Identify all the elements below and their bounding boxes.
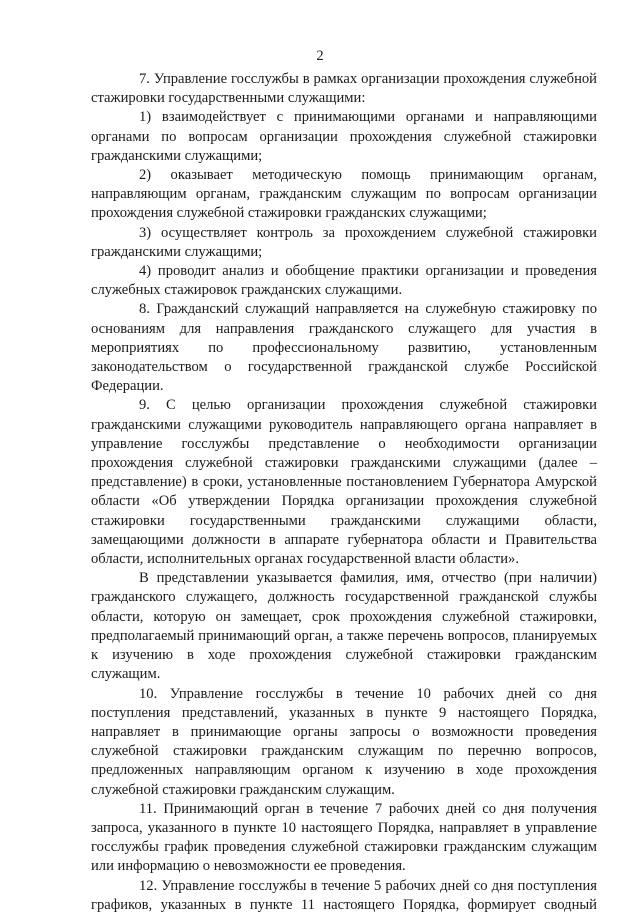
paragraph-7-4: 4) проводит анализ и обобщение практики организации и проведения служебных стажировок гражданских служащими. [91, 263, 597, 299]
paragraph-11: 11. Принимающий орган в течение 7 рабочих дней со дня получения запроса, указанного в пункте 10 настоящего Порядка, направляет в управление госслужбы график проведения служебной стажировки гражданским служащим или информацию о невозможности ее проведения. [91, 800, 597, 875]
paragraph-7-1: 1) взаимодействует с принимающими органами и направляющими органами по вопросам организации прохождения служебной стажировки гражданскими служащими; [91, 109, 597, 164]
paragraph-7-3: 3) осуществляет контроль за прохождением служебной стажировки гражданскими служащими; [91, 224, 597, 260]
document-body [91, 70, 597, 915]
paragraph-8: 8. Гражданский служащий направляется на служебную стажировку по основаниям для направления гражданского служащего для участия в мероприятиях по профессиональному развитию, установленным законодательством о государственной гражданской службе Российской Федерации. [91, 301, 597, 395]
paragraph-7-2: 2) оказывает методическую помощь принимающим органам, направляющим органам, гражданским служащим по вопросам организации прохождения служебной стажировки гражданских служащими; [91, 167, 597, 222]
paragraph-12: 12. Управление госслужбы в течение 5 рабочих дней со дня поступления графиков, указанных в пункте 11 настоящего Порядка, формирует сводный [91, 877, 597, 913]
paragraph-9-representation: В представлении указывается фамилия, имя, отчество (при наличии) гражданского служащего, должность государственной гражданской службы области, которую он замещает, срок прохождения служебной стажировки, предполагаемый принимающий орган, а также перечень вопросов, планируемых к изучению в ходе прохождения служебной стажировки гражданским служащим. [91, 570, 597, 683]
paragraph-10: 10. Управление госслужбы в течение 10 рабочих дней со дня поступления представлений, указанных в пункте 9 настоящего Порядка, направляет в принимающие органы запросы о возможности проведения служебной стажировки гражданским служащим по перечню вопросов, предложенных направляющим органом к изучению в ходе прохождения служебной стажировки гражданским служащим. [91, 685, 597, 798]
paragraph-7: 7. Управление госслужбы в рамках организации прохождения служебной стажировки государственными служащими: [91, 71, 597, 107]
paragraph-9: 9. С целью организации прохождения служебной стажировки гражданскими служащими руководитель направляющего органа направляет в управление госслужбы представление о необходимости организации прохождения служебной стажировки гражданскими служащими (далее – представление) в сроки, установленные постановлением Губернатора Амурской области «Об утверждении Порядка организации прохождения служебной стажировки государственными гражданскими служащими области, замещающими должности в аппарате губернатора области и Правительства области, исполнительных органах государственной власти области». [91, 397, 597, 568]
page-number: 2 [316, 48, 324, 64]
